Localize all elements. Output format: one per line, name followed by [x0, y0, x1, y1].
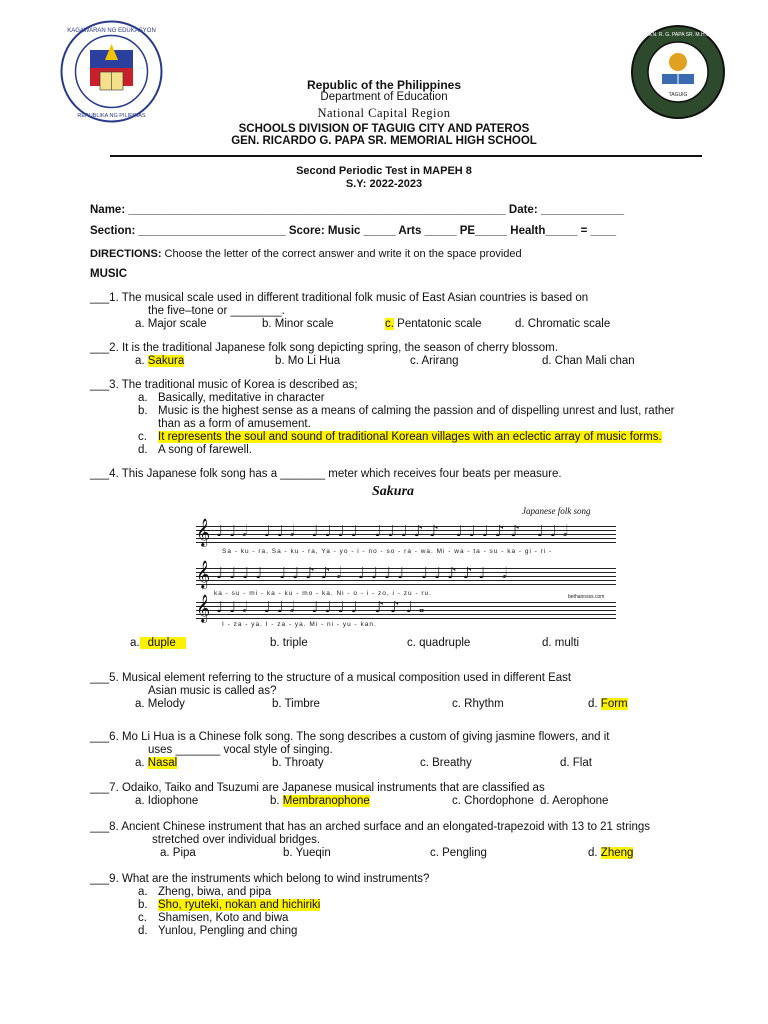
- q4-option-a-text: duple: [140, 637, 186, 649]
- q8-option-d-letter: d.: [588, 847, 598, 859]
- q8-option-d-text: Zheng: [600, 847, 634, 859]
- svg-text:GEN. R. G. PAPA SR. M.H.S.: GEN. R. G. PAPA SR. M.H.S.: [645, 32, 711, 38]
- sheet-subtitle: Japanese folk song: [522, 506, 591, 516]
- q5-stem-cont: Asian music is called as?: [148, 685, 277, 697]
- q8-option-d: [588, 847, 633, 859]
- department-heading: Department of Education: [320, 91, 448, 103]
- q3-option-d: A song of farewell.: [158, 444, 252, 456]
- q7-option-d: d. Aerophone: [540, 795, 609, 807]
- sakura-sheet-music: [192, 484, 622, 630]
- q5-option-d-letter: d.: [588, 698, 598, 710]
- svg-text:KAGAWARAN NG EDUKASYON: KAGAWARAN NG EDUKASYON: [67, 28, 156, 34]
- q4-option-c: c. quadruple: [407, 637, 471, 649]
- q7-option-b-letter: b.: [270, 795, 280, 807]
- q9-option-b-letter: b.: [138, 899, 148, 911]
- q2-option-a: [135, 355, 184, 367]
- directions: [90, 248, 522, 260]
- q1-option-d: d. Chromatic scale: [515, 318, 611, 330]
- q1-stem: ___1. The musical scale used in different traditional folk music of East Asian countries is based on: [90, 292, 589, 304]
- q9-option-d-letter: d.: [138, 925, 148, 937]
- q2-option-d: d. Chan Mali chan: [542, 355, 635, 367]
- region-heading: National Capital Region: [317, 106, 451, 120]
- q7-option-b-text: Membranophone: [282, 795, 370, 807]
- treble-clef-icon: 𝄞: [196, 518, 211, 546]
- q5-option-d: [588, 698, 628, 710]
- header-divider: [110, 155, 702, 157]
- svg-text:REPUBLIKA NG PILIPINAS: REPUBLIKA NG PILIPINAS: [77, 113, 146, 119]
- lyrics-line-3: I - za - ya. I - za - ya. Mi - ni - yu - kan.: [222, 621, 377, 628]
- q4-option-a: [130, 637, 186, 649]
- q8-option-c: c. Pengling: [430, 847, 487, 859]
- q2-stem: ___2. It is the traditional Japanese folk song depicting spring, the season of cherry blossom.: [90, 342, 558, 354]
- directions-label: DIRECTIONS:: [90, 248, 162, 260]
- directions-text: Choose the letter of the correct answer and write it on the space provided: [161, 248, 522, 260]
- q5-option-b: b. Timbre: [272, 698, 320, 710]
- treble-clef-icon: 𝄞: [196, 594, 211, 622]
- q6-option-a-text: Nasal: [147, 757, 178, 769]
- q6-option-c: c. Breathy: [420, 757, 472, 769]
- staff-1: 𝄞 ♩♩𝅗𝅥 ♩♩𝅗𝅥 ♩♩♩♩ ♩♩♩♪♪ ♩♩♩♪♪ ♩♩𝅗𝅥: [196, 526, 616, 542]
- q6-option-d: d. Flat: [560, 757, 592, 769]
- q3-option-a: Basically, meditative in character: [158, 392, 325, 404]
- q9-option-c: Shamisen, Koto and biwa: [158, 912, 289, 924]
- test-title: Second Periodic Test in MAPEH 8: [296, 165, 472, 177]
- staff-3: 𝄞 ♩♩𝅗𝅥 ♩♩𝅗𝅥 ♩♩♩♩ ♪♪♩𝅝: [196, 602, 616, 618]
- q7-option-b: [270, 795, 370, 807]
- q3-option-a-letter: a.: [138, 392, 148, 404]
- q3-option-c: It represents the soul and sound of traditional Korean villages with an eclectic array of music forms.: [158, 431, 662, 443]
- q1-option-c: [385, 318, 482, 330]
- q5-stem: ___5. Musical element referring to the structure of a musical composition used in different East: [90, 672, 572, 684]
- q4-option-a-letter: a.: [130, 637, 140, 649]
- q8-stem: ___8. Ancient Chinese instrument that has an arched surface and an elongated-trapezoid with 13 to 21 strings: [90, 821, 651, 833]
- q9-option-c-letter: c.: [138, 912, 147, 924]
- sheet-title: Sakura: [372, 484, 415, 499]
- q1-stem-cont: the five–tone or ________.: [148, 305, 285, 317]
- q3-option-b-cont: than as a form of amusement.: [158, 418, 311, 430]
- q6-option-a: [135, 757, 177, 769]
- school-year: S.Y: 2022-2023: [345, 178, 423, 190]
- q3-stem: ___3. The traditional music of Korea is described as;: [90, 379, 358, 391]
- q1-option-b: b. Minor scale: [262, 318, 334, 330]
- q8-stem-cont: stretched over individual bridges.: [152, 834, 321, 846]
- q6-option-a-letter: a.: [135, 757, 145, 769]
- q5-option-c: c. Rhythm: [452, 698, 504, 710]
- q5-option-a: a. Melody: [135, 698, 185, 710]
- q3-option-c-letter: c.: [138, 431, 147, 443]
- section-score-line: Section: _______________________ Score: Music _____ Arts _____ PE_____ Health_____ = ____: [90, 225, 617, 237]
- q4-option-b: b. triple: [270, 637, 308, 649]
- sheet-credit: bethanosss.com: [568, 594, 605, 600]
- q7-stem: ___7. Odaiko, Taiko and Tsuzumi are Japanese musical instruments that are classified as: [90, 782, 545, 794]
- q9-option-a-letter: a.: [138, 886, 148, 898]
- q2-option-a-letter: a.: [135, 355, 145, 367]
- lyrics-line-2: ka - su - mi - ka - ku - mo - ka. Ni - o - i - zo, i - zu - ru.: [214, 590, 432, 597]
- q3-option-b-letter: b.: [138, 405, 148, 417]
- staff-2: 𝄞 ♩♩♩♩ ♩♩♪♪𝅗𝅥 ♩♩♩♩ ♩♩♪♪♩ 𝅗𝅥: [196, 568, 616, 584]
- q7-option-c: c. Chordophone: [452, 795, 534, 807]
- q3-option-b: Music is the highest sense as a means of calming the passion and of dispelling unrest and lust, rather: [158, 405, 675, 417]
- q6-stem: ___6. Mo Li Hua is a Chinese folk song. The song describes a custom of giving jasmine flowers, and it: [90, 731, 610, 743]
- q4-option-d: d. multi: [542, 637, 580, 649]
- svg-text:TAGUIG: TAGUIG: [668, 92, 688, 98]
- q8-option-b: b. Yueqin: [283, 847, 331, 859]
- q9-stem: ___9. What are the instruments which belong to wind instruments?: [90, 873, 430, 885]
- name-date-line: Name: ___________________________________________________________ Date: _____________: [90, 204, 624, 216]
- school-heading: GEN. RICARDO G. PAPA SR. MEMORIAL HIGH SCHOOL: [231, 135, 537, 147]
- division-heading: SCHOOLS DIVISION OF TAGUIG CITY AND PATEROS: [238, 123, 530, 135]
- q2-option-b: b. Mo Li Hua: [275, 355, 341, 367]
- q7-option-a: a. Idiophone: [135, 795, 199, 807]
- lyrics-line-1: Sa - ku - ra, Sa - ku - ra, Ya - yo - i - no - so - ra - wa. Mi - wa - ta - su - ka - gi - ri -: [222, 548, 553, 555]
- republic-heading: Republic of the Philippines: [306, 78, 461, 92]
- q9-option-b: Sho, ryuteki, nokan and hichiriki: [158, 899, 321, 911]
- q6-option-b: b. Throaty: [272, 757, 324, 769]
- q1-option-c-text: Pentatonic scale: [393, 318, 482, 330]
- q9-option-a: Zheng, biwa, and pipa: [158, 886, 272, 898]
- q1-option-a: a. Major scale: [135, 318, 207, 330]
- q5-option-d-text: Form: [600, 698, 628, 710]
- q9-option-d: Yunlou, Pengling and ching: [158, 925, 298, 937]
- q8-option-a: a. Pipa: [160, 847, 196, 859]
- q1-option-c-letter: c.: [385, 318, 394, 330]
- q3-option-d-letter: d.: [138, 444, 148, 456]
- treble-clef-icon: 𝄞: [196, 560, 211, 588]
- q2-option-c: c. Arirang: [410, 355, 459, 367]
- q2-option-a-text: Sakura: [147, 355, 185, 367]
- music-heading: MUSIC: [90, 268, 128, 280]
- q4-stem: ___4. This Japanese folk song has a _______ meter which receives four beats per measure.: [90, 468, 562, 480]
- q6-stem-cont: uses _______ vocal style of singing.: [148, 744, 333, 756]
